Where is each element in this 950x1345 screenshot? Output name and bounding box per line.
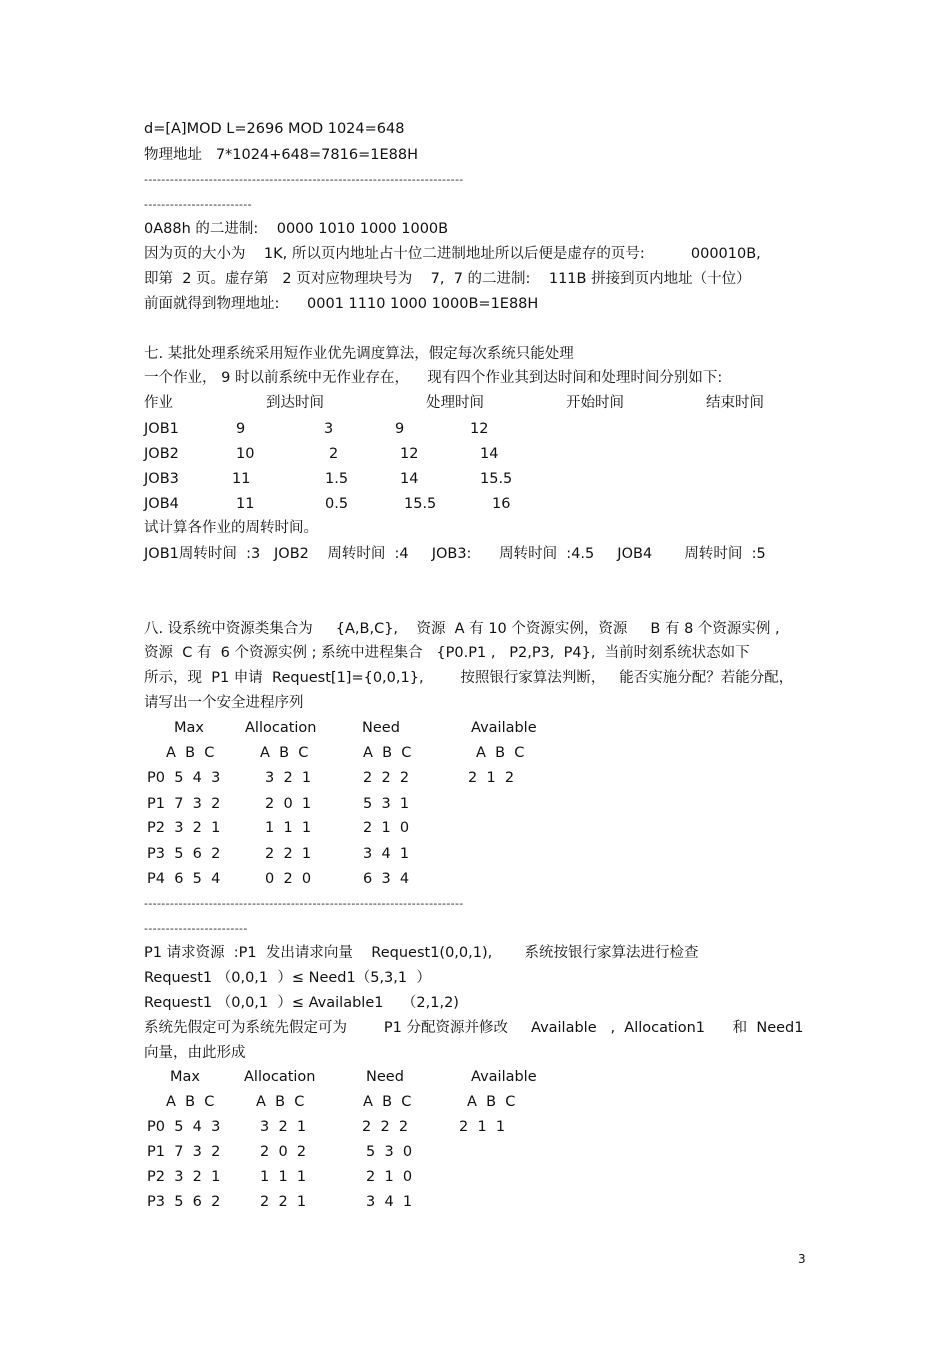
resource-subheader: A B C	[166, 745, 215, 761]
solution-line: Request1 （0,0,1 ）≤ Need1（5,3,1 ）	[144, 970, 431, 986]
allocation-cell: 2 1 0	[366, 1169, 413, 1185]
resource-cell: 2 1 2	[468, 770, 515, 786]
question-8-title: 八. 设系统中资源类集合为 {A,B,C}, 资源 A 有 10 个资源实例，资源 B 有 8 个资源实例 ,	[144, 621, 780, 637]
allocation-table-header: Available	[471, 1069, 537, 1085]
allocation-cell: 2 0 2	[260, 1144, 307, 1160]
divider-line: --------------------------------------------------------------------------	[144, 897, 464, 910]
resource-cell: 2 0 1	[265, 796, 312, 812]
job-table-header: 处理时间	[426, 395, 484, 411]
question-7-title: 七. 某批处理系统采用短作业优先调度算法，假定每次系统只能处理	[144, 346, 574, 362]
turnaround-answer: JOB1周转时间 :3 JOB2 周转时间 :4 JOB3: 周转时间 :4.5 JOB4 周转时间 :5	[144, 546, 766, 562]
job-cell: 11	[236, 496, 255, 512]
resource-cell: P3 5 6 2	[147, 846, 221, 862]
text-line: 即第 2 页。虚存第 2 页对应物理块号为 7, 7 的二进制: 111B 拼接到页内地址（十位）	[144, 271, 751, 287]
resource-cell: 2 2 1	[265, 846, 312, 862]
resource-table-header: Available	[471, 720, 537, 736]
job-table-header: 开始时间	[566, 395, 624, 411]
allocation-subheader: A B C	[166, 1094, 215, 1110]
solution-line: 向量，由此形成	[144, 1045, 246, 1061]
text-line: d=[A]MOD L=2696 MOD 1024=648	[144, 121, 405, 137]
resource-cell: 2 2 2	[363, 770, 410, 786]
solution-line: Request1 （0,0,1 ）≤ Available1 （2,1,2)	[144, 995, 459, 1011]
divider-line: --------------------------------------------------------------------------	[144, 173, 464, 186]
resource-cell: 5 3 1	[363, 796, 410, 812]
allocation-cell: 2 2 1	[260, 1194, 307, 1210]
job-cell: JOB4	[144, 496, 179, 512]
text-line: 0A88h 的二进制: 0000 1010 1000 1000B	[144, 221, 449, 237]
job-cell: 0.5	[325, 496, 349, 512]
resource-cell: P1 7 3 2	[147, 796, 221, 812]
job-cell: JOB1	[144, 421, 179, 437]
allocation-table-header: Max	[170, 1069, 200, 1085]
job-cell: 15.5	[404, 496, 437, 512]
job-cell: 11	[232, 471, 251, 487]
allocation-cell: P0 5 4 3	[147, 1119, 221, 1135]
resource-table-header: Need	[362, 720, 400, 736]
job-cell: 9	[395, 421, 405, 437]
job-cell: 12	[400, 446, 419, 462]
text-line: 资源 C 有 6 个资源实例 ; 系统中进程集合 {P0.P1 , P2,P3, P4}, 当前时刻系统状态如下	[144, 645, 750, 661]
allocation-table-header: Need	[366, 1069, 404, 1085]
resource-cell: 3 2 1	[265, 770, 312, 786]
resource-cell: P4 6 5 4	[147, 871, 221, 887]
job-cell: 3	[324, 421, 334, 437]
resource-table-header: Allocation	[245, 720, 317, 736]
allocation-cell: 2 2 2	[362, 1119, 409, 1135]
divider-line: -------------------------	[144, 198, 252, 211]
solution-line: 系统先假定可为系统先假定可为 P1 分配资源并修改 Available , Allocation1 和 Need1	[144, 1020, 804, 1036]
allocation-cell: 2 1 1	[459, 1119, 506, 1135]
job-table-header: 到达时间	[266, 395, 324, 411]
text-line: 请写出一个安全进程序列	[144, 695, 304, 711]
allocation-subheader: A B C	[363, 1094, 412, 1110]
allocation-cell: 1 1 1	[260, 1169, 307, 1185]
resource-cell: P0 5 4 3	[147, 770, 221, 786]
page-number: 3	[798, 1252, 806, 1266]
resource-cell: 0 2 0	[265, 871, 312, 887]
allocation-subheader: A B C	[467, 1094, 516, 1110]
job-table-header: 作业	[144, 395, 173, 411]
resource-cell: 6 3 4	[363, 871, 410, 887]
resource-subheader: A B C	[476, 745, 525, 761]
job-cell: 10	[236, 446, 255, 462]
text-line: 所示，现 P1 申请 Request[1]={0,0,1}, 按照银行家算法判断， 能否实施分配？若能分配，	[144, 670, 794, 686]
text-line: 物理地址 7*1024+648=7816=1E88H	[144, 147, 418, 163]
job-cell: 2	[329, 446, 339, 462]
job-cell: 1.5	[325, 471, 349, 487]
divider-line: ------------------------	[144, 922, 248, 935]
job-cell: 12	[470, 421, 489, 437]
resource-table-header: Max	[174, 720, 204, 736]
allocation-cell: 5 3 0	[366, 1144, 413, 1160]
allocation-cell: P3 5 6 2	[147, 1194, 221, 1210]
job-cell: JOB3	[144, 471, 179, 487]
text-line: 一个作业， 9 时以前系统中无作业存在， 现有四个作业其到达时间和处理时间分别如下:	[144, 370, 723, 386]
solution-line: P1 请求资源 :P1 发出请求向量 Request1(0,0,1), 系统按银行家算法进行检查	[144, 945, 699, 961]
job-cell: 9	[236, 421, 246, 437]
resource-cell: P2 3 2 1	[147, 820, 221, 836]
resource-cell: 1 1 1	[265, 820, 312, 836]
text-line: 因为页的大小为 1K, 所以页内地址占十位二进制地址所以后便是虚存的页号: 000010B,	[144, 246, 761, 262]
allocation-cell: 3 2 1	[260, 1119, 307, 1135]
allocation-cell: P1 7 3 2	[147, 1144, 221, 1160]
resource-cell: 3 4 1	[363, 846, 410, 862]
allocation-cell: P2 3 2 1	[147, 1169, 221, 1185]
text-line: 试计算各作业的周转时间。	[144, 520, 318, 536]
text-line: 前面就得到物理地址: 0001 1110 1000 1000B=1E88H	[144, 296, 539, 312]
resource-subheader: A B C	[363, 745, 412, 761]
job-table-header: 结束时间	[706, 395, 764, 411]
allocation-table-header: Allocation	[244, 1069, 316, 1085]
job-cell: JOB2	[144, 446, 179, 462]
allocation-subheader: A B C	[256, 1094, 305, 1110]
resource-cell: 2 1 0	[363, 820, 410, 836]
resource-subheader: A B C	[260, 745, 309, 761]
allocation-cell: 3 4 1	[366, 1194, 413, 1210]
job-cell: 14	[480, 446, 499, 462]
job-cell: 16	[492, 496, 511, 512]
job-cell: 15.5	[480, 471, 513, 487]
job-cell: 14	[400, 471, 419, 487]
